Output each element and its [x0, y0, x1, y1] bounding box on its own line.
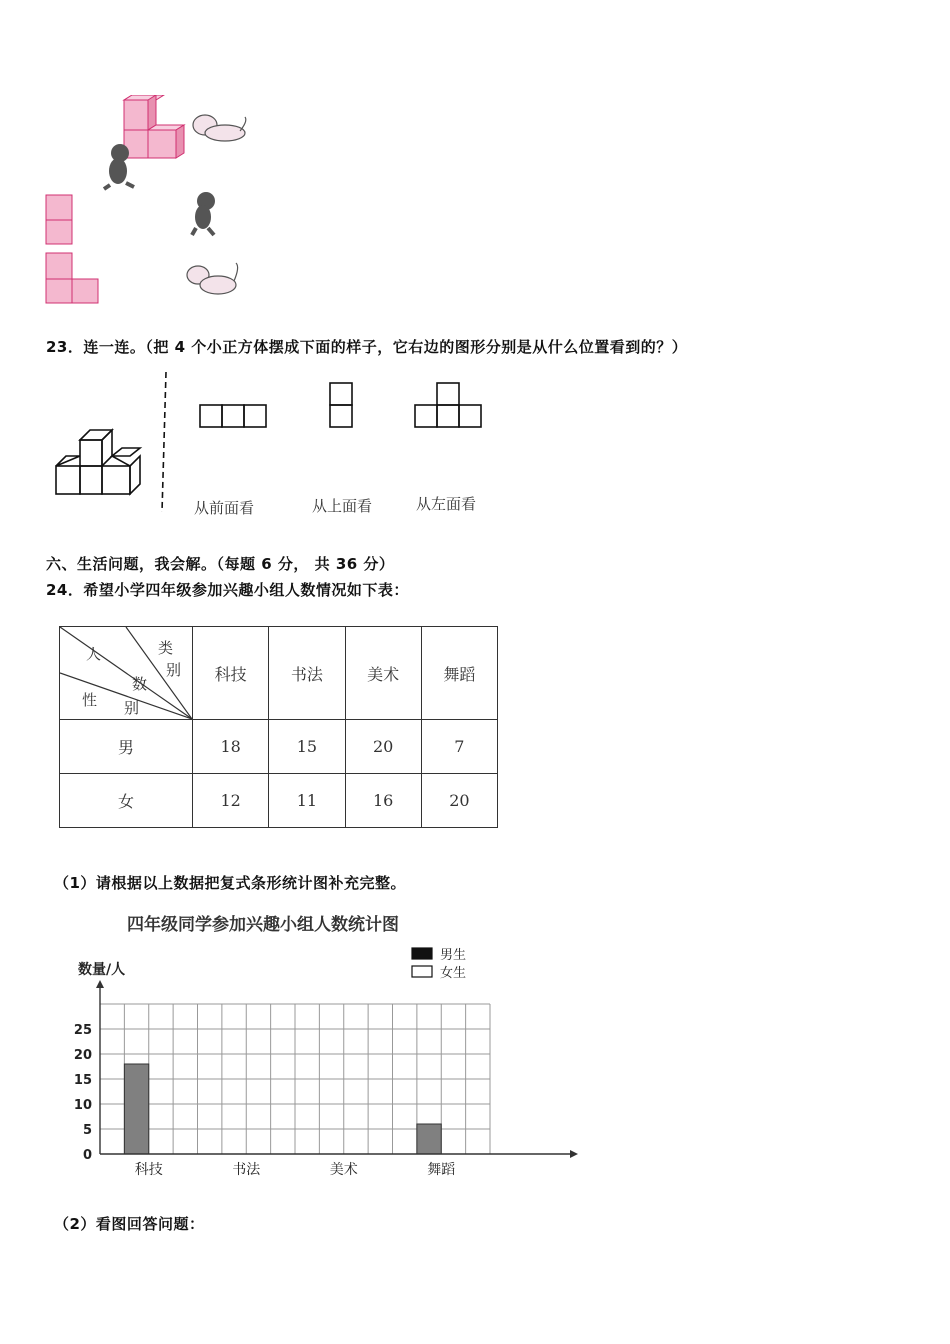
y-axis-label: 数量/人	[78, 962, 126, 978]
table-cell: 7	[421, 720, 497, 774]
stacked-cubes	[56, 430, 140, 494]
chart-legend	[412, 947, 466, 981]
x-tick-label: 美术	[329, 1162, 358, 1178]
y-tick-label: 20	[73, 1048, 92, 1063]
corner-label: 性	[82, 691, 98, 709]
y-tick-label: 10	[73, 1098, 92, 1113]
view-label-front: 从前面看	[194, 499, 255, 517]
corner-label: 别	[166, 661, 182, 679]
corner-label: 类	[158, 639, 174, 657]
interest-group-table	[59, 626, 498, 828]
dog-icon	[193, 115, 246, 141]
three-view-figure	[40, 95, 270, 310]
corner-label: 别	[124, 699, 140, 717]
bar-chart	[70, 940, 580, 1185]
view-left-shape[interactable]	[415, 383, 481, 427]
row-label: 男	[60, 720, 193, 774]
view-shape-l	[46, 253, 98, 303]
corner-label: 数	[132, 675, 148, 693]
table-cell: 18	[193, 720, 269, 774]
y-tick-label: 25	[73, 1023, 92, 1038]
table-cell: 15	[269, 720, 345, 774]
part-2-text: （2）看图回答问题：	[54, 1215, 205, 1233]
y-tick-label: 0	[82, 1148, 92, 1163]
bar-boys-3	[417, 1124, 441, 1154]
row-label: 女	[60, 774, 193, 828]
chart-bars	[124, 1064, 441, 1154]
legend-swatch	[412, 948, 432, 959]
dashed-divider	[162, 372, 166, 512]
view-label-left: 从左面看	[416, 495, 477, 513]
table-cell: 12	[193, 774, 269, 828]
column-header: 美术	[345, 627, 421, 720]
view-top-shape[interactable]	[330, 383, 352, 427]
table-cell: 16	[345, 774, 421, 828]
x-tick-label: 科技	[134, 1162, 163, 1178]
view-front-shape[interactable]	[200, 405, 266, 427]
chart-title: 四年级同学参加兴趣小组人数统计图	[127, 915, 399, 935]
y-tick-label: 15	[73, 1073, 92, 1088]
y-ticks	[74, 1023, 92, 1163]
corner-label: 人	[86, 645, 102, 663]
x-tick-label: 书法	[232, 1162, 261, 1178]
table-row	[60, 774, 498, 828]
monkey-icon	[192, 192, 215, 235]
section-6-heading: 六、生活问题，我会解。（每题 6 分， 共 36 分）	[46, 555, 395, 573]
dog-icon	[187, 263, 238, 294]
table-cell: 20	[421, 774, 497, 828]
question-24-text: 24．希望小学四年级参加兴趣小组人数情况如下表：	[46, 581, 409, 599]
x-ticks	[135, 1161, 456, 1178]
table-row	[60, 720, 498, 774]
table-cell: 20	[345, 720, 421, 774]
view-shape-column	[46, 195, 72, 244]
bar-boys-0	[124, 1064, 148, 1154]
y-tick-label: 5	[82, 1123, 92, 1138]
question-23-text: 23．连一连。（把 4 个小正方体摆成下面的样子，它右边的图形分别是从什么位置看到的？）	[46, 338, 688, 356]
table-cell: 11	[269, 774, 345, 828]
view-label-top: 从上面看	[312, 497, 373, 515]
y-axis-arrow	[96, 980, 104, 988]
table-corner-cell	[60, 627, 193, 720]
column-header: 科技	[193, 627, 269, 720]
part-1-text: （1）请根据以上数据把复式条形统计图补充完整。	[54, 874, 406, 892]
x-tick-label: 舞蹈	[427, 1162, 456, 1178]
column-header: 舞蹈	[421, 627, 497, 720]
legend-swatch	[412, 966, 432, 977]
legend-label: 男生	[440, 948, 467, 963]
cube-structure	[124, 95, 184, 158]
column-header: 书法	[269, 627, 345, 720]
x-axis-arrow	[570, 1150, 578, 1158]
legend-label: 女生	[440, 966, 467, 981]
